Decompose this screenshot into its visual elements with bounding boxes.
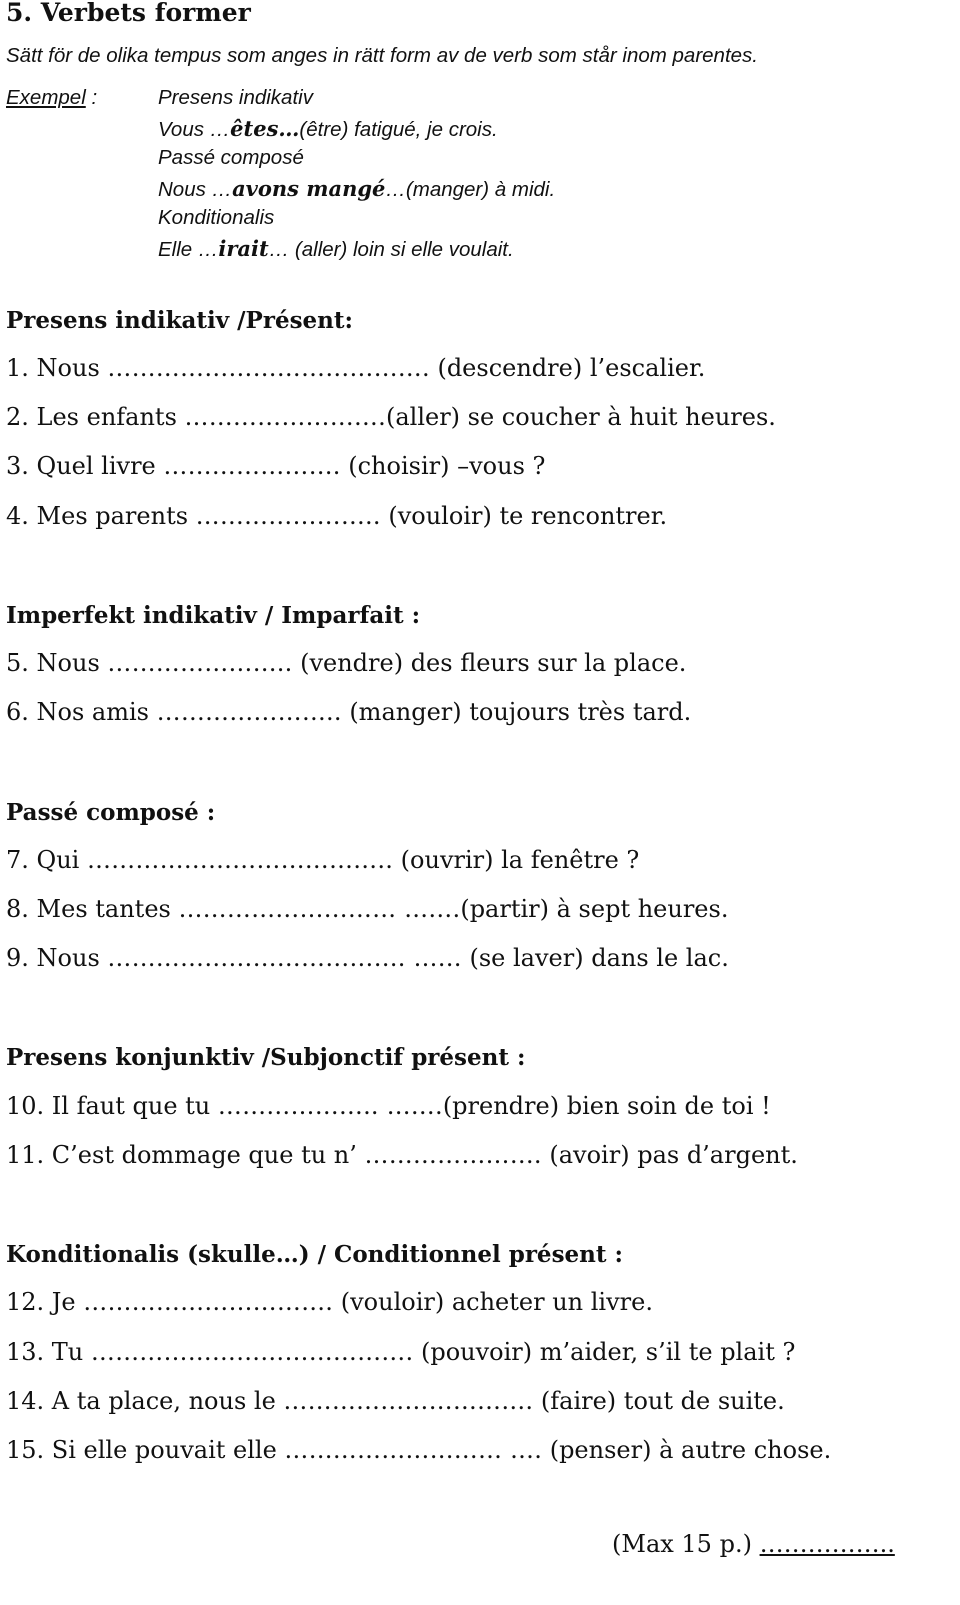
exercise-item — [6, 698, 691, 726]
item-verb: (faire) tout de suite. — [533, 1387, 785, 1415]
example-text: Presens indikativ — [158, 86, 313, 109]
item-text: A ta place, nous le — [44, 1387, 284, 1415]
item-number: 11. — [6, 1141, 45, 1169]
example-answer: avons mangé — [232, 176, 386, 201]
exercise-item — [6, 354, 705, 382]
example-text: …(manger) à midi. — [385, 178, 556, 201]
exercise-instruction: Sätt för de olika tempus som anges in rätt form av de verb som står inom parentes. — [6, 44, 759, 67]
item-text: Il faut que tu — [44, 1092, 218, 1120]
item-verb: (prendre) bien soin de toi ! — [442, 1092, 771, 1120]
answer-blank[interactable]: …………………. — [364, 1141, 542, 1169]
section-title-present: Presens indikativ /Présent: — [6, 307, 354, 334]
item-number: 14. — [6, 1387, 45, 1415]
item-number: 10. — [6, 1092, 45, 1120]
item-text: Mes parents — [28, 502, 196, 530]
exercise-item — [6, 1436, 831, 1464]
score-blank[interactable]: …………….. — [759, 1530, 895, 1558]
item-verb: (se laver) dans le lac. — [461, 944, 729, 972]
item-number: 12. — [6, 1288, 45, 1316]
item-text: Quel livre — [28, 452, 164, 480]
item-number: 13. — [6, 1338, 45, 1366]
item-text: Je — [44, 1288, 84, 1316]
item-verb: (ouvrir) la fenêtre ? — [393, 846, 640, 874]
item-text: Tu — [44, 1338, 91, 1366]
item-number: 1. — [6, 354, 29, 382]
exercise-item — [6, 1387, 785, 1415]
example-text: Nous … — [158, 178, 233, 201]
answer-blank[interactable]: …………………………. — [283, 1387, 534, 1415]
example-line — [158, 176, 555, 202]
item-number: 7. — [6, 846, 29, 874]
example-text: (être) fatigué, je crois. — [299, 118, 498, 141]
item-number: 4. — [6, 502, 29, 530]
exercise-item — [6, 1338, 795, 1366]
example-text: … (aller) loin si elle voulait. — [268, 238, 514, 261]
exercise-item — [6, 846, 639, 874]
answer-blank[interactable]: ……………………. — [184, 403, 386, 431]
example-text: Konditionalis — [158, 206, 275, 229]
exercise-item — [6, 1092, 771, 1120]
answer-blank[interactable]: ………………………………. …… — [107, 944, 462, 972]
section-title-conditionnel: Konditionalis (skulle…) / Conditionnel présent : — [6, 1241, 623, 1268]
answer-blank[interactable]: …………………………. — [83, 1288, 334, 1316]
item-verb: (pouvoir) m’aider, s’il te plait ? — [413, 1338, 796, 1366]
item-number: 6. — [6, 698, 29, 726]
item-text: Mes tantes — [28, 895, 179, 923]
example-line — [158, 236, 514, 262]
exercise-item — [6, 452, 545, 480]
section-title-subjonctif: Presens konjunktiv /Subjonctif présent : — [6, 1044, 526, 1071]
answer-blank[interactable]: ………………….. — [107, 649, 293, 677]
example-label-colon: : — [85, 86, 98, 109]
item-verb: (partir) à sept heures. — [460, 895, 729, 923]
exercise-item — [6, 895, 728, 923]
item-verb: (aller) se coucher à huit heures. — [385, 403, 776, 431]
item-verb: (manger) toujours très tard. — [341, 698, 692, 726]
item-verb: (descendre) l’escalier. — [429, 354, 706, 382]
example-label — [6, 86, 97, 110]
exercise-item — [6, 944, 729, 972]
item-text: Si elle pouvait elle — [44, 1436, 285, 1464]
exercise-heading: 5. Verbets former — [6, 0, 251, 27]
answer-blank[interactable]: ……………………………….. — [86, 846, 394, 874]
item-text: Les enfants — [28, 403, 185, 431]
item-verb: (choisir) –vous ? — [340, 452, 546, 480]
item-text: C’est dommage que tu n’ — [44, 1141, 365, 1169]
item-text: Nous — [28, 944, 108, 972]
exercise-item — [6, 502, 667, 530]
answer-blank[interactable]: ……………………… ……. — [178, 895, 461, 923]
exercise-item — [6, 403, 776, 431]
item-verb: (vendre) des fleurs sur la place. — [292, 649, 687, 677]
example-line — [158, 146, 304, 170]
item-number: 8. — [6, 895, 29, 923]
answer-blank[interactable]: …………………………………. — [107, 354, 430, 382]
item-text: Nous — [28, 649, 108, 677]
example-line — [158, 86, 313, 110]
item-number: 9. — [6, 944, 29, 972]
item-text: Nous — [28, 354, 108, 382]
section-title-passe-compose: Passé composé : — [6, 799, 216, 826]
example-text: Passé composé — [158, 146, 304, 169]
exercise-item — [6, 1288, 653, 1316]
example-line — [158, 206, 274, 230]
answer-blank[interactable]: ……………………… …. — [284, 1436, 543, 1464]
answer-blank[interactable]: ………………….. — [195, 502, 381, 530]
score-label: (Max 15 p.) — [612, 1530, 760, 1558]
example-text: Vous … — [158, 118, 231, 141]
score-line — [612, 1530, 895, 1558]
answer-blank[interactable]: …………………………………. — [90, 1338, 414, 1366]
item-verb: (penser) à autre chose. — [542, 1436, 832, 1464]
item-number: 2. — [6, 403, 29, 431]
example-line — [158, 116, 498, 142]
item-text: Qui — [28, 846, 87, 874]
example-text: Elle … — [158, 238, 219, 261]
item-verb: (avoir) pas d’argent. — [541, 1141, 798, 1169]
item-verb: (vouloir) te rencontrer. — [380, 502, 668, 530]
item-number: 15. — [6, 1436, 45, 1464]
section-title-imparfait: Imperfekt indikativ / Imparfait : — [6, 602, 421, 629]
example-label-text: Exempel — [6, 86, 86, 109]
answer-blank[interactable]: ……………….. ……. — [217, 1092, 443, 1120]
exercise-item — [6, 1141, 798, 1169]
item-text: Nos amis — [28, 698, 157, 726]
example-answer: irait — [218, 236, 269, 261]
example-answer: êtes… — [230, 116, 300, 141]
item-verb: (vouloir) acheter un livre. — [333, 1288, 653, 1316]
item-number: 3. — [6, 452, 29, 480]
answer-blank[interactable]: ………………….. — [156, 698, 342, 726]
exercise-item — [6, 649, 686, 677]
answer-blank[interactable]: …………………. — [163, 452, 341, 480]
item-number: 5. — [6, 649, 29, 677]
